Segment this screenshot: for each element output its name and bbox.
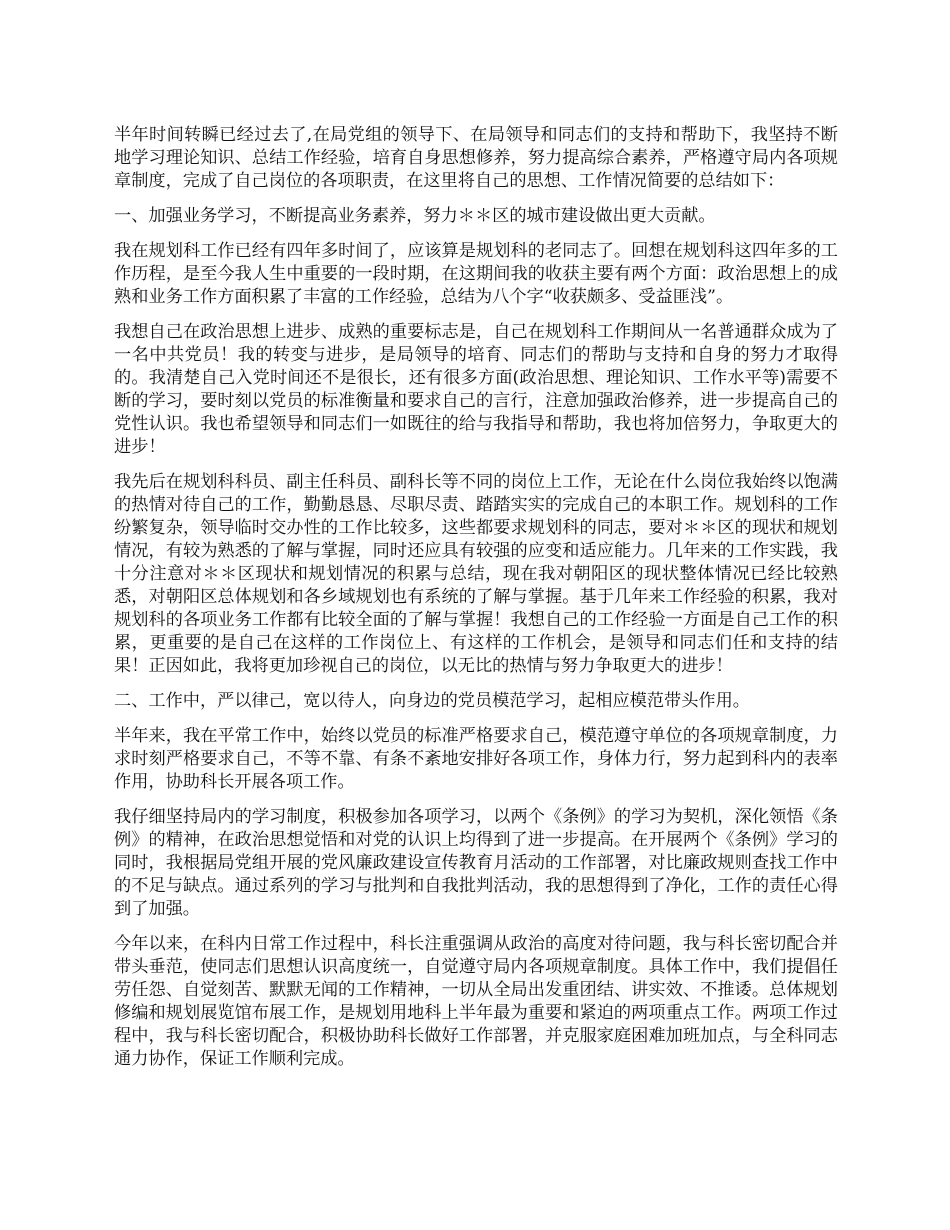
body-paragraph: 我仔细坚持局内的学习制度，积极参加各项学习，以两个《条例》的学习为契机，深化领悟《条例》的精神，在政治思想觉悟和对党的认识上均得到了进一步提高。在开展两个《条例》学习的同时，我根据局党组开展的党风廉政建设宣传教育月活动的工作部署，对比廉政规则查找工作中的不足与缺点。通过系列的学习与批判和自我批判活动，我的思想得到了净化，工作的责任心得到了加强。 [114,807,838,919]
body-paragraph: 我想自己在政治思想上进步、成熟的重要标志是，自己在规划科工作期间从一名普通群众成为了一名中共党员！我的转变与进步，是局领导的培育、同志们的帮助与支持和自身的努力才取得的。我清楚自己入党时间还不是很长，还有很多方面(政治思想、理论知识、工作水平等)需要不断的学习，要时刻以党员的标准衡量和要求自己的言行，注意加强政治修养，进一步提高自己的党性认识。我也希望领导和同志们一如既往的给与我指导和帮助，我也将加倍努力，争取更大的进步！ [114,322,838,457]
intro-paragraph: 半年时间转瞬已经过去了,在局党组的领导下、在局领导和同志们的支持和帮助下，我坚持不断地学习理论知识、总结工作经验，培育自身思想修养，努力提高综合素养，严格遵守局内各项规章制度，完成了自己岗位的各项职责，在这里将自己的思想、工作情况简要的总结如下： [114,125,838,191]
section-heading-1: 一、加强业务学习，不断提高业务素养，努力＊＊区的城市建设做出更大贡献。 [114,206,716,226]
document-body [114,124,838,1083]
body-paragraph: 我在规划科工作已经有四年多时间了，应该算是规划科的老同志了。回想在规划科这四年多的工作历程，是至今我人生中重要的一段时期，在这期间我的收获主要有两个方面：政治思想上的成熟和业务工作方面积累了丰富的工作经验，总结为八个字“收获颇多、受益匪浅”。 [114,241,838,307]
body-paragraph: 半年来，我在平常工作中，始终以党员的标准严格要求自己，模范遵守单位的各项规章制度，力求时刻严格要求自己，不等不靠、有条不紊地安排好各项工作，身体力行，努力起到科内的表率作用，协助科长开展各项工作。 [114,726,838,792]
section-heading-2: 二、工作中，严以律己，宽以待人，向身边的党员模范学习，起相应模范带头作用。 [114,691,750,711]
body-paragraph: 今年以来，在科内日常工作过程中，科长注重强调从政治的高度对待问题，我与科长密切配合并带头垂范，使同志们思想认识高度统一，自觉遵守局内各项规章制度。具体工作中，我们提倡任劳任怨、自觉刻苦、默默无闻的工作精神，一切从全局出发重团结、讲实效、不推诿。总体规划修编和规划展览馆布展工作，是规划用地科上半年最为重要和紧迫的两项重点工作。两项工作过程中，我与科长密切配合，积极协助科长做好工作部署，并克服家庭困难加班加点，与全科同志通力协作，保证工作顺利完成。 [114,934,838,1069]
body-paragraph: 我先后在规划科科员、副主任科员、副科长等不同的岗位上工作，无论在什么岗位我始终以饱满的热情对待自己的工作，勤勤恳恳、尽职尽责、踏踏实实的完成自己的本职工作。规划科的工作纷繁复杂，领导临时交办性的工作比较多，这些都要求规划科的同志，要对＊＊区的现状和规划情况，有较为熟悉的了解与掌握，同时还应具有较强的应变和适应能力。几年来的工作实践，我十分注意对＊＊区现状和规划情况的积累与总结，现在我对朝阳区的现状整体情况已经比较熟悉，对朝阳区总体规划和各乡域规划也有系统的了解与掌握。基于几年来工作经验的积累，我对规划科的各项业务工作都有比较全面的了解与掌握！我想自己的工作经验一方面是自己工作的积累，更重要的是自己在这样的工作岗位上、有这样的工作机会，是领导和同志们任和支持的结果！正因如此，我将更加珍视自己的岗位，以无比的热情与努力争取更大的进步！ [114,472,838,676]
